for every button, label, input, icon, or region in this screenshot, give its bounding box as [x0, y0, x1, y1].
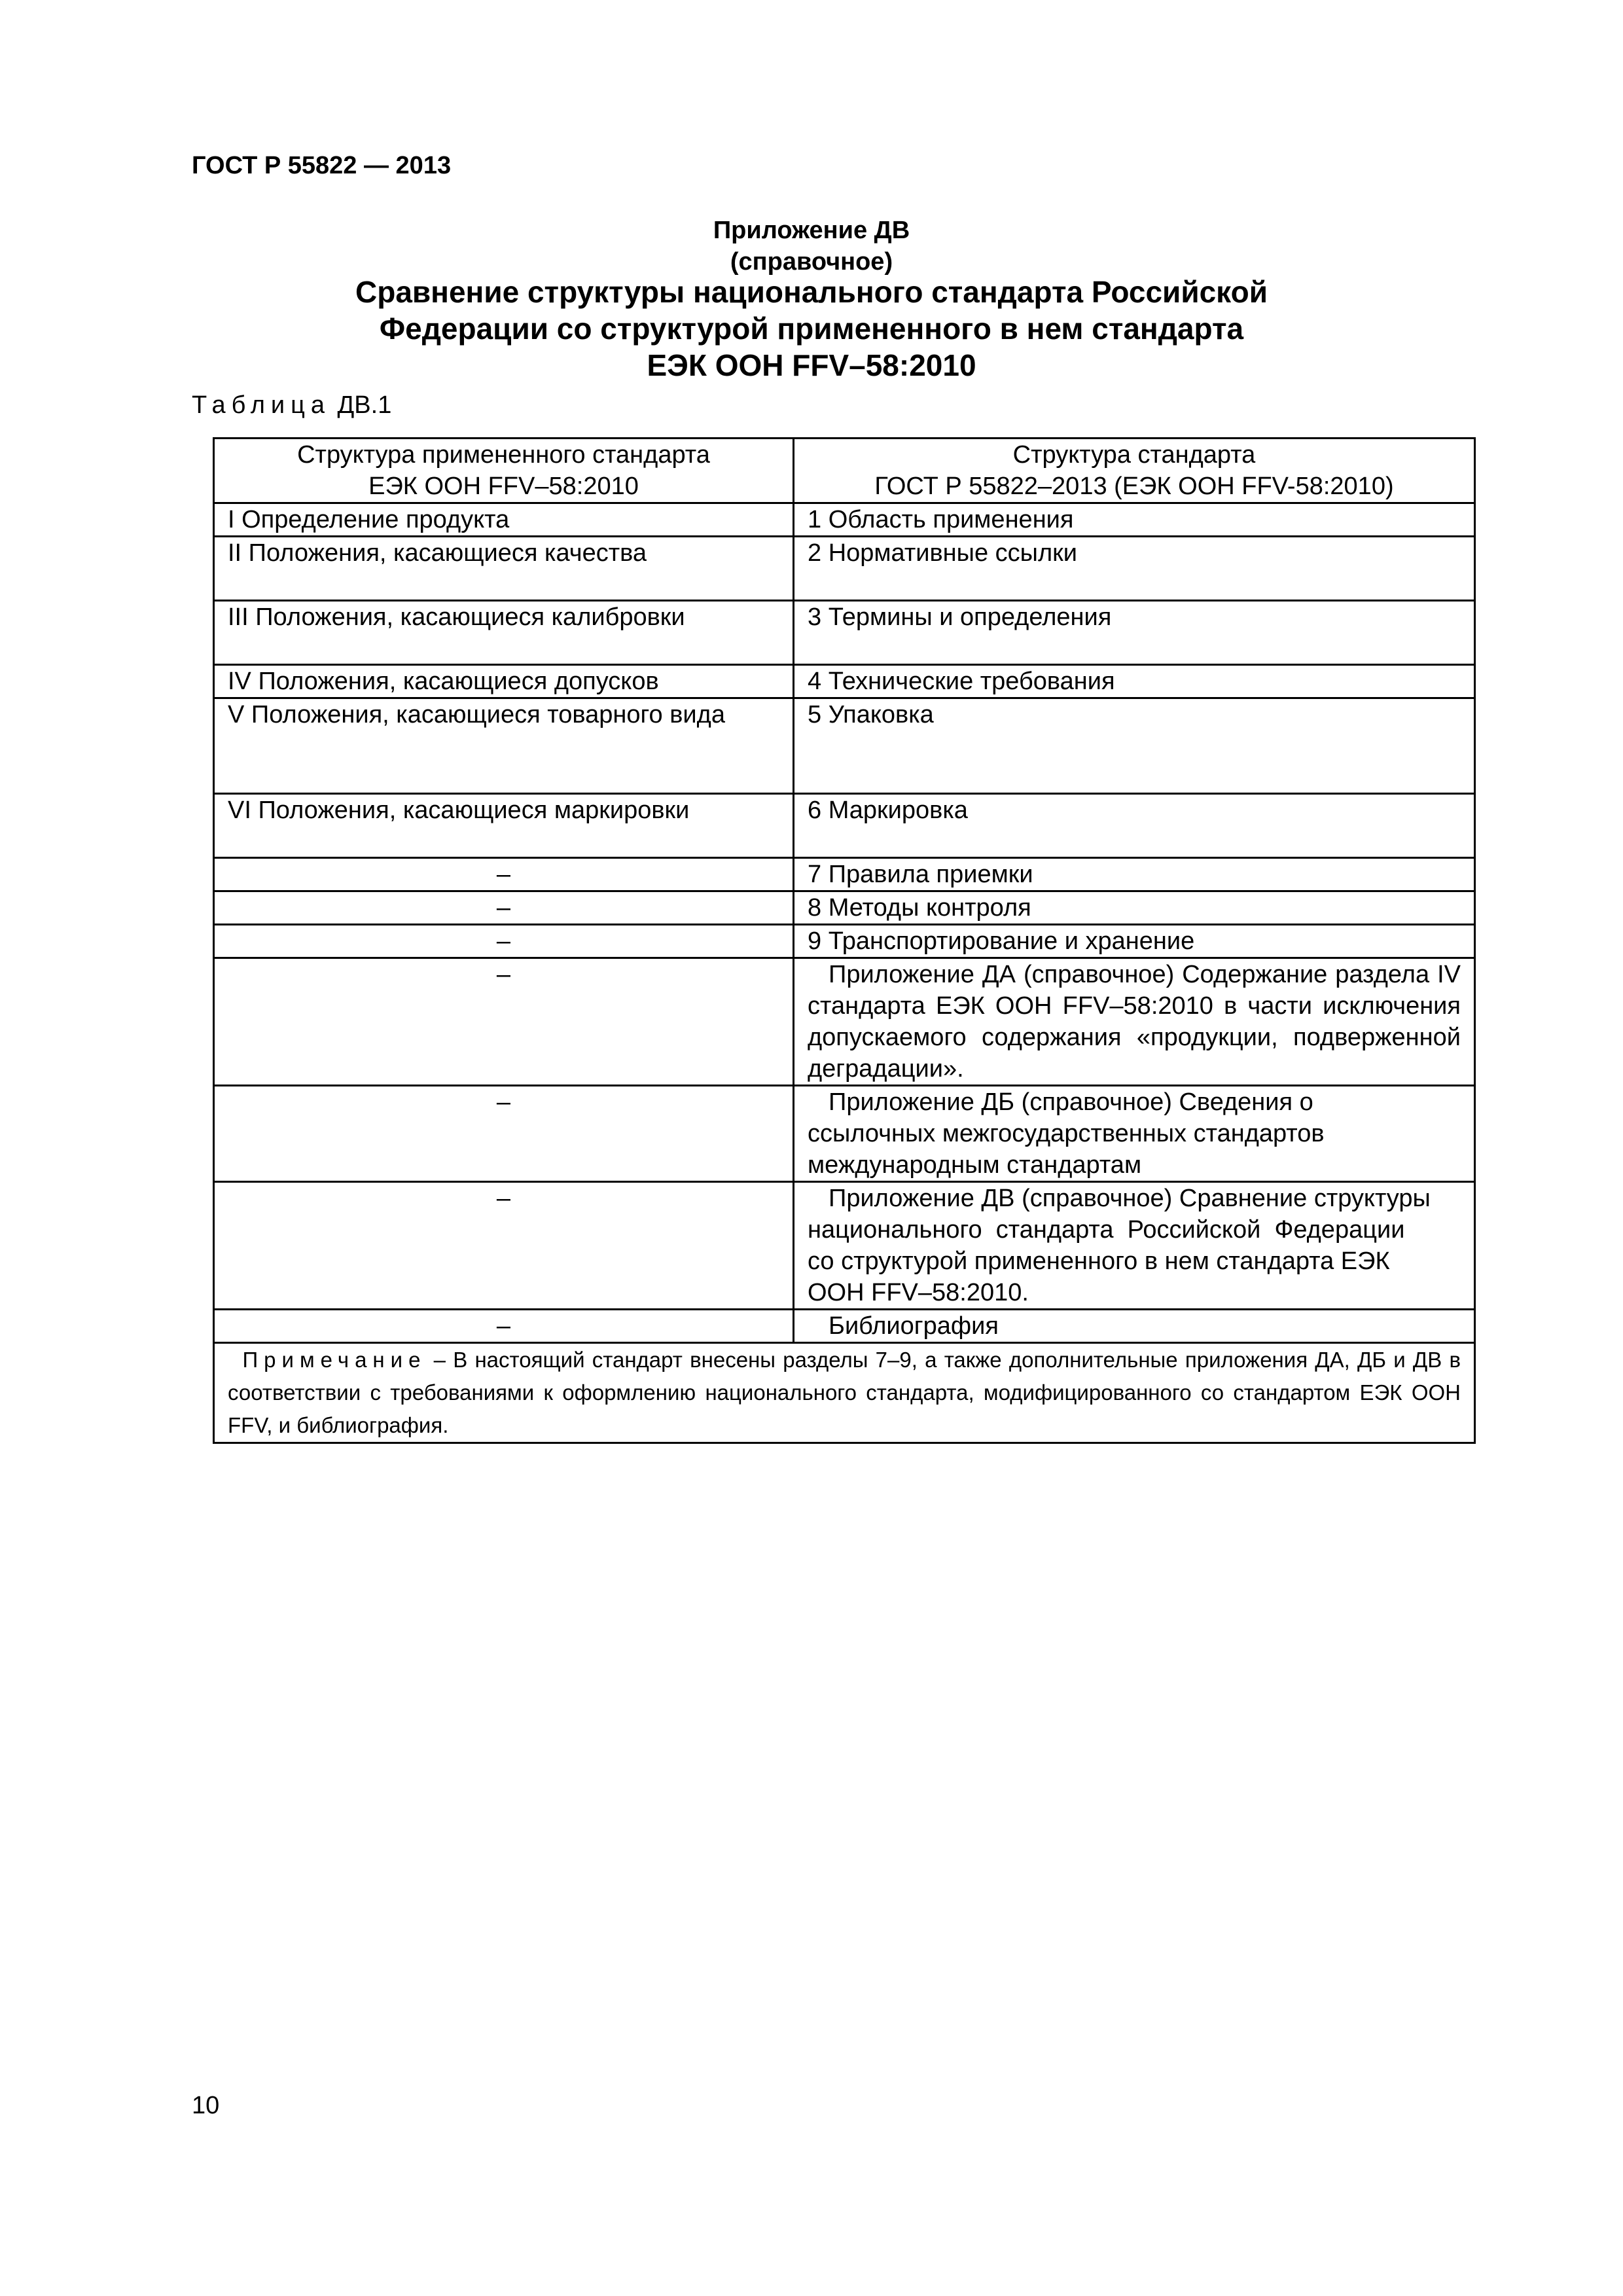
right-cell: 8 Методы контроля [794, 891, 1475, 925]
right-cell-annex-dv [794, 1182, 1475, 1310]
header-line: ЕЭК ООН FFV–58:2010 [368, 473, 639, 500]
right-cell: 6 Маркировка [794, 794, 1475, 858]
header-cell-applied-standard [214, 439, 794, 503]
left-cell-dash: – [214, 1310, 794, 1343]
table-row [214, 503, 1475, 537]
table-note-row [214, 1343, 1475, 1443]
annex-title [262, 274, 1361, 384]
left-cell-dash: – [214, 1086, 794, 1182]
annex-label: Приложение ДВ [713, 217, 910, 244]
table-row [214, 858, 1475, 891]
left-cell: I Определение продукта [214, 503, 794, 537]
right-cell: 3 Термины и определения [794, 601, 1475, 665]
right-cell: 9 Транспортирование и хранение [794, 925, 1475, 958]
table-row [214, 958, 1475, 1086]
header-line: Структура стандарта [1012, 441, 1256, 469]
document-code: ГОСТ Р 55822 — 2013 [192, 152, 452, 179]
left-cell: VI Положения, касающиеся маркировки [214, 794, 794, 858]
left-cell-dash: – [214, 958, 794, 1086]
annex-title-line: ЕЭК ООН FFV–58:2010 [647, 348, 976, 382]
cell-line: ООН FFV–58:2010. [808, 1279, 1029, 1306]
cell-line: со структурой примененного в нем стандарта ЕЭК [808, 1247, 1390, 1275]
cell-line: международным стандартам [808, 1151, 1142, 1179]
table-label-word: Таблица [192, 391, 330, 419]
page-number: 10 [192, 2092, 220, 2119]
annex-heading [0, 215, 1623, 278]
table-row [214, 891, 1475, 925]
header-line: Структура примененного стандарта [297, 441, 710, 469]
cell-line: Приложение ДБ (справочное) Сведения о [829, 1088, 1313, 1116]
table-note [214, 1343, 1475, 1443]
right-cell-annex-db [794, 1086, 1475, 1182]
cell-line: Приложение ДВ (справочное) Сравнение структуры [829, 1185, 1431, 1212]
right-cell: 2 Нормативные ссылки [794, 537, 1475, 601]
header-cell-national-standard [794, 439, 1475, 503]
table-row [214, 698, 1475, 794]
left-cell: III Положения, касающиеся калибровки [214, 601, 794, 665]
annex-title-line: Сравнение структуры национального стандарта Российской [355, 275, 1268, 309]
table-header-row [214, 439, 1475, 503]
right-cell: 5 Упаковка [794, 698, 1475, 794]
annex-title-line: Федерации со структурой примененного в нем стандарта [379, 312, 1244, 346]
right-cell: Библиография [794, 1310, 1475, 1343]
left-cell: V Положения, касающиеся товарного вида [214, 698, 794, 794]
table-row [214, 925, 1475, 958]
annex-type: (справочное) [730, 248, 893, 276]
table-label-number: ДВ.1 [330, 391, 392, 419]
left-cell-dash: – [214, 858, 794, 891]
note-text: – В настоящий стандарт внесены разделы 7–9, а также дополнительные приложения ДА, ДБ и ДВ в соответствии с требованиями к оформлению национального стандарта, модифицированного со стандартом ЕЭК ООН FFV, и библиография. [228, 1348, 1461, 1437]
comparison-table [213, 437, 1476, 1444]
table-row [214, 1086, 1475, 1182]
table-row [214, 601, 1475, 665]
table-row [214, 537, 1475, 601]
table-row [214, 1182, 1475, 1310]
table-row [214, 794, 1475, 858]
note-label: Примечание [242, 1348, 427, 1372]
right-cell: 7 Правила приемки [794, 858, 1475, 891]
left-cell: IV Положения, касающиеся допусков [214, 665, 794, 698]
right-cell: 1 Область применения [794, 503, 1475, 537]
left-cell: II Положения, касающиеся качества [214, 537, 794, 601]
table-label [192, 391, 391, 420]
table-row [214, 1310, 1475, 1343]
right-cell: 4 Технические требования [794, 665, 1475, 698]
left-cell-dash: – [214, 1182, 794, 1310]
right-cell-annex-da: Приложение ДА (справочное) Содержание раздела IV стандарта ЕЭК ООН FFV–58:2010 в части исключения допускаемого содержания «продукции, подверженной деградации». [794, 958, 1475, 1086]
left-cell-dash: – [214, 925, 794, 958]
table-row [214, 665, 1475, 698]
header-line: ГОСТ Р 55822–2013 (ЕЭК ООН FFV-58:2010) [874, 473, 1394, 500]
cell-line: национального стандарта Российской Федерации [808, 1216, 1405, 1244]
left-cell-dash: – [214, 891, 794, 925]
cell-line: ссылочных межгосударственных стандартов [808, 1120, 1325, 1147]
